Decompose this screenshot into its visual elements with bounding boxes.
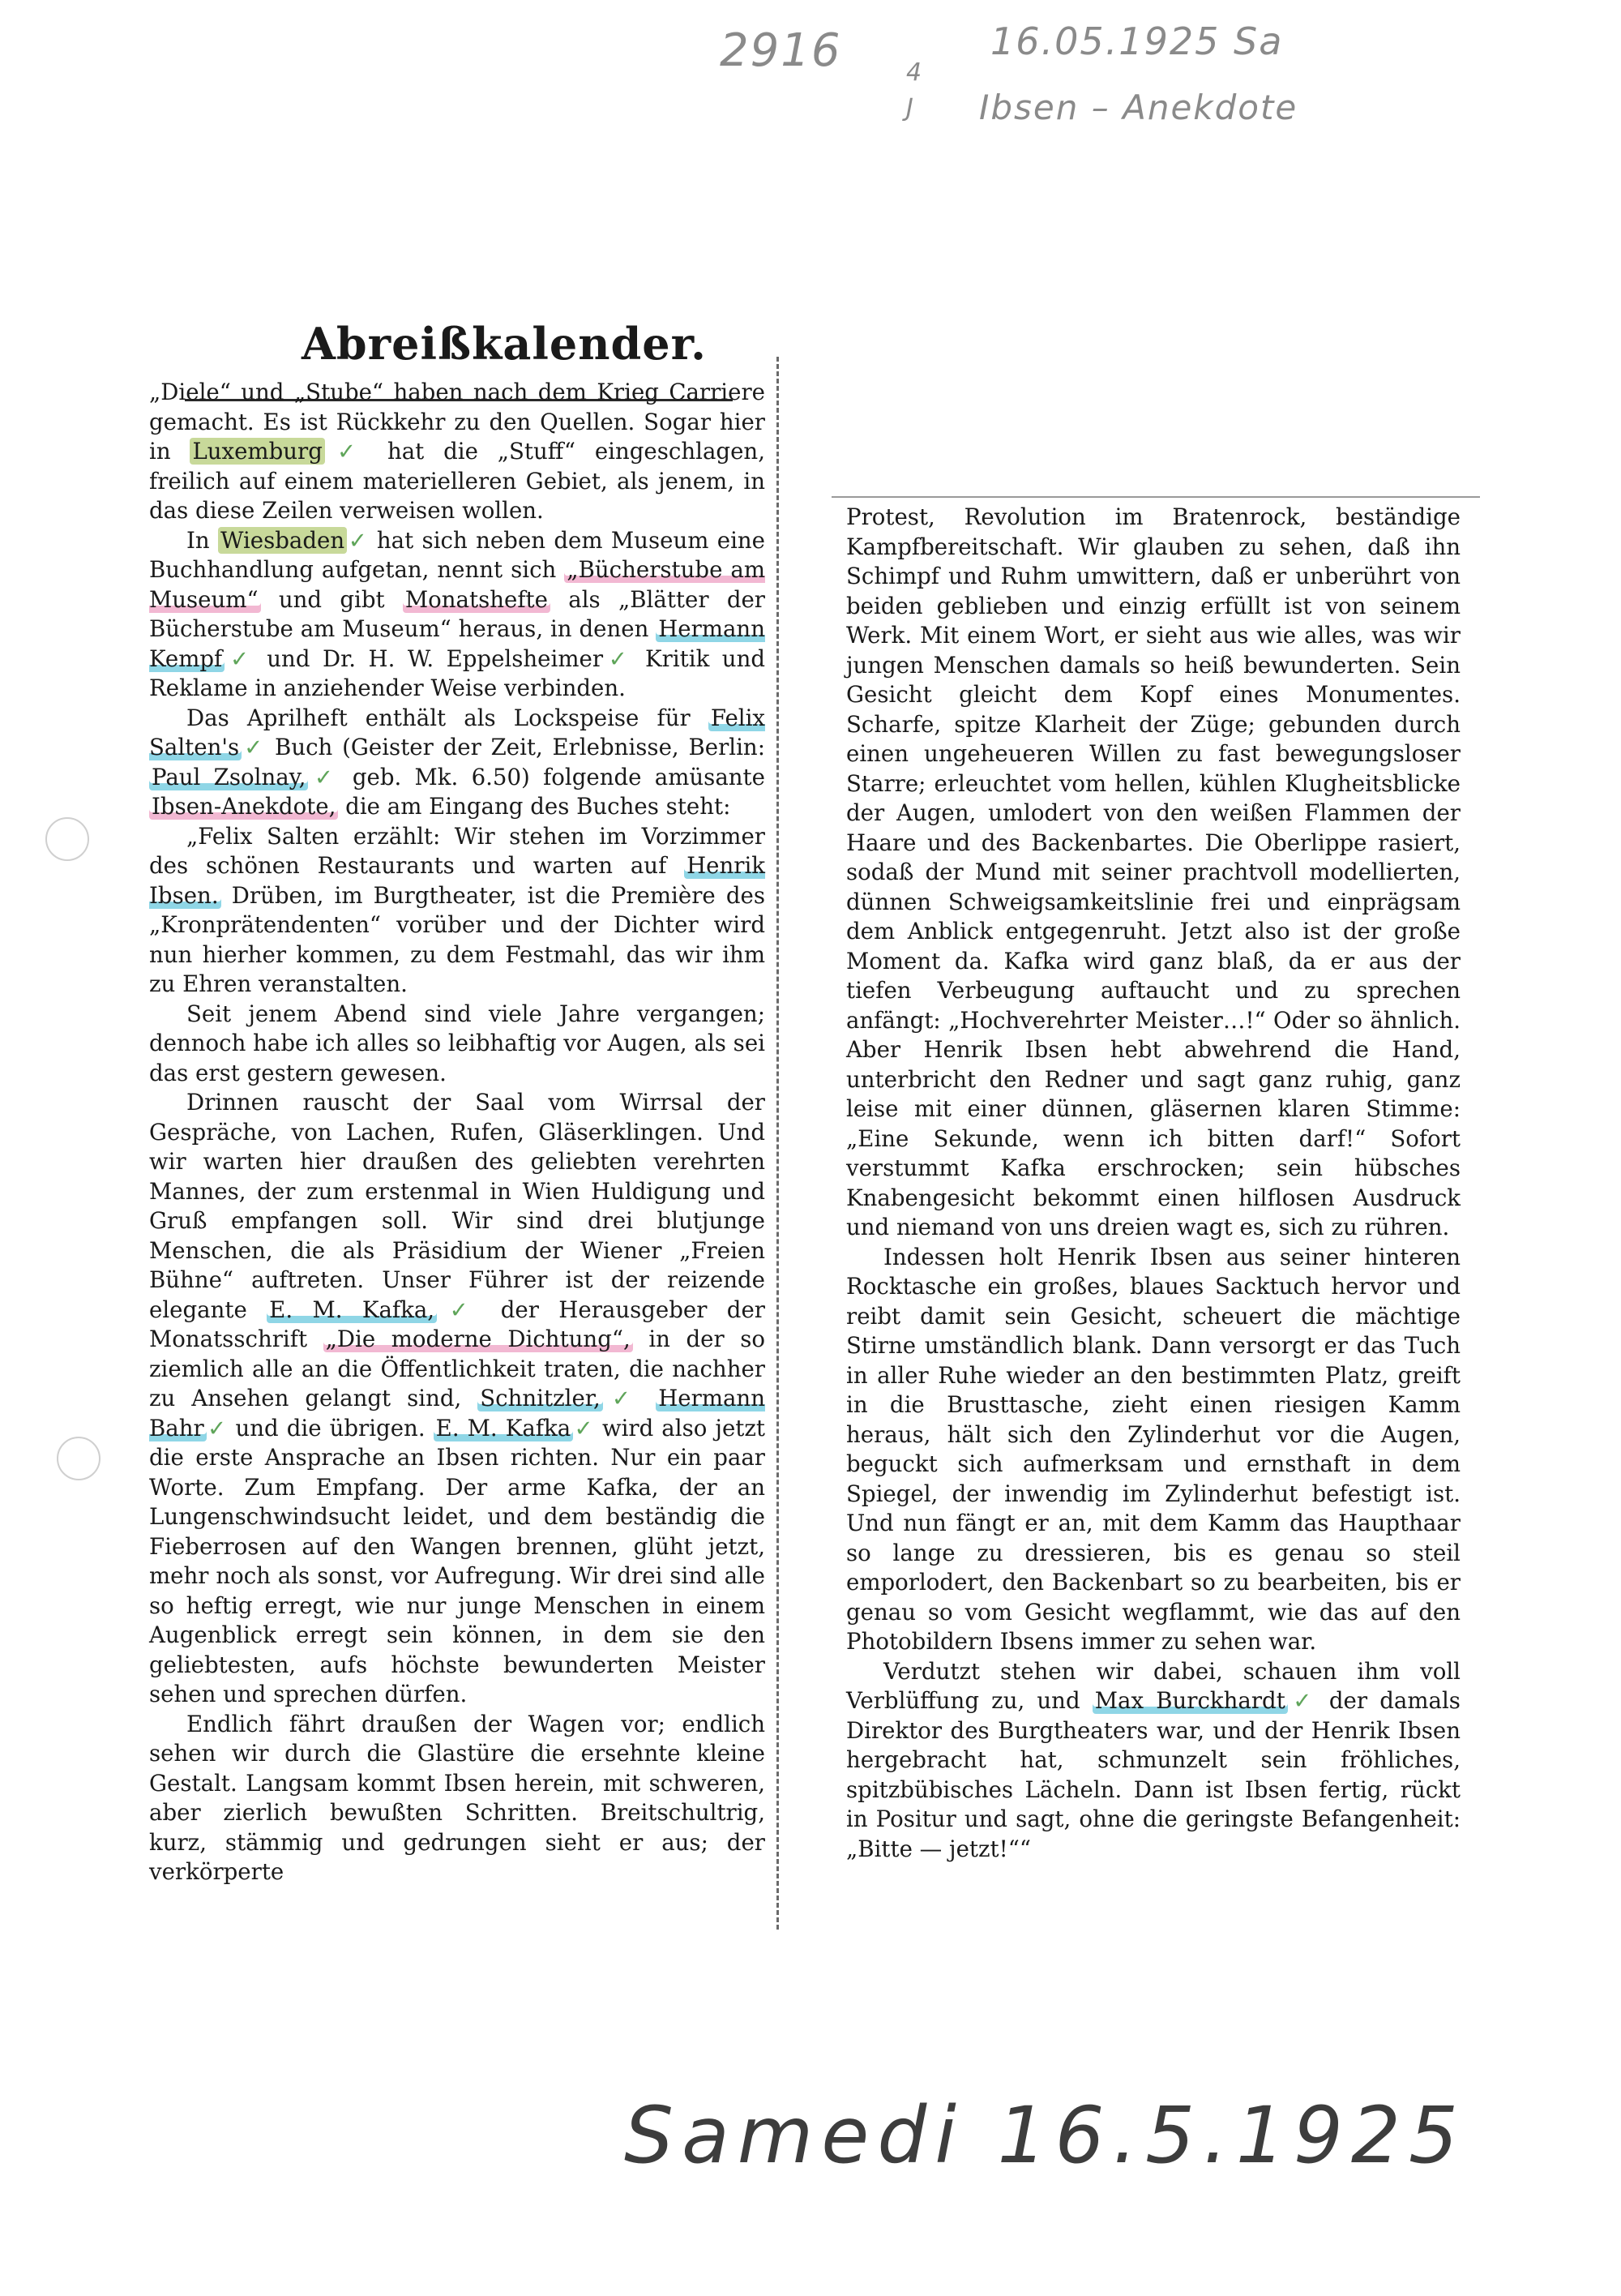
highlight-wiesbaden: Wiesbaden: [218, 527, 347, 554]
highlight-hermann-bahr: Hermann Bahr: [149, 1385, 765, 1441]
punch-hole-bottom: [57, 1437, 101, 1480]
handwritten-date-top: 16.05.1925 Sa: [990, 19, 1284, 63]
check-mark: ✓: [242, 734, 266, 760]
handwritten-fraction-bottom: J: [906, 94, 915, 122]
check-mark: ✓: [573, 1414, 594, 1441]
archive-number: 2916: [720, 24, 842, 77]
handwritten-fraction-top: 4: [906, 58, 924, 87]
highlight-hermann-kempf: Hermann Kempf: [149, 615, 765, 672]
highlight-moderne-dichtung: „Die moderne Dichtung“,: [323, 1326, 633, 1352]
paragraph: „Diele“ und „Stube“ haben nach dem Krieg Carriere gemacht. Es ist Rückkehr zu den Quellen. Sogar hier in Luxemburg ✓ hat die „Stuff“ eingeschlagen, freilich auf einem materielleren Gebiet, als jenem, in das diese Zeilen verweisen wollen.: [149, 379, 765, 524]
paragraph: Seit jenem Abend sind viele Jahre vergangen; dennoch habe ich alles so leibhaftig vor Augen, als sei das erst gestern gewesen.: [149, 1000, 765, 1086]
check-mark: ✓: [324, 438, 369, 465]
highlight-ibsen-anekdote: Ibsen-Anekdote,: [149, 793, 338, 820]
highlight-em-kafka-2: E. M. Kafka: [434, 1415, 574, 1441]
punch-hole-top: [45, 817, 89, 861]
highlight-max-burckhardt: Max Burckhardt: [1093, 1687, 1288, 1714]
article-headline: Abreißkalender.: [302, 318, 707, 370]
paragraph: In Wiesbaden ✓ hat sich neben dem Museum eine Buchhandlung aufgetan, nennt sich „Bücherstube am Museum“ und gibt Monatshefte als „Blätter der Bücherstube am Museum“ heraus, in denen Hermann Kempf ✓ und Dr. H. W. Eppelsheimer✓ Kritik und Reklame in anziehender Weise verbinden.: [149, 526, 766, 701]
paragraph: „Felix Salten erzählt: Wir stehen im Vorzimmer des schönen Restaurants und warten auf Henrik Ibsen. Drüben, im Burgtheater, ist die Première des „Kronprätendenten“ vorüber und der Dichter wird nun hierher kommen, zu dem Festmahl, das wir ihm zu Ehren veranstalten.: [149, 822, 766, 997]
right-column-rule: [832, 496, 1480, 498]
handwritten-subject: Ibsen – Anekdote: [979, 88, 1298, 127]
handwritten-date-bottom: Samedi 16.5.1925: [624, 2090, 1467, 2181]
paragraph: Protest, Revolution im Bratenrock, beständige Kampfbereitschaft. Wir glauben zu sehen, daß ihn Schimpf und Ruhm umwittern, daß er unberührt von beiden geblieben und einzig erfüllt ist von seinem Werk. Mit einem Wort, er sieht aus wie alles, was wir jungen Menschen damals so heiß bewunderten. Sein Gesicht gleicht dem Kopf eines Monumentes. Scharfe, spitze Klarheit der Züge; gebunden durch einen ungeheueren Willen zu fast bewegungsloser Starre; erleuchtet vom hellen, kühlen Klugheitsblicke der Augen, umlodert von den weißen Flammen der Haare und des Backenbartes. Die Oberlippe rasiert, sodaß der Mund mit seiner prachtvoll modellierten, dünnen Schweigsamkeitslinie frei und einprägsam dem Anblick entgegenruht. Jetzt also ist der große Moment da. Kafka wird ganz blaß, da er aus der tiefen Verbeugung auftaucht und zu sprechen anfängt: „Hochverehrter Meister…!“ Oder so ähnlich. Aber Henrik Ibsen hebt abwehrend die Hand, unterbricht den Redner und sagt ganz ruhig, ganz leise mit einer dünnen, gläsernen klaren Stimme: „Eine Sekunde, wenn ich bitten darf!“ Sofort verstummt Kafka erschrocken; sein hübsches Knabengesicht bekommt einen hilflosen Ausdruck und niemand von uns dreien wagt es, sich zu rühren.: [846, 503, 1461, 1240]
check-mark: ✓: [308, 763, 340, 790]
check-mark: ✓: [225, 645, 254, 672]
check-mark: ✓: [206, 1414, 228, 1441]
highlight-paul-zsolnay: Paul Zsolnay,: [149, 764, 308, 790]
highlight-em-kafka: E. M. Kafka,: [267, 1296, 437, 1323]
check-mark: ✓: [437, 1296, 481, 1323]
highlight-henrik-ibsen: Henrik Ibsen.: [149, 852, 765, 909]
check-mark: ✓: [347, 526, 369, 554]
check-mark: ✓: [602, 1385, 640, 1411]
column-divider: [776, 357, 781, 1930]
article-column-right: [846, 503, 1461, 1864]
highlight-buecherstube: „Bücherstube am Museum“: [149, 556, 765, 613]
article-column-left: [149, 378, 765, 1887]
check-mark: ✓: [1287, 1687, 1317, 1714]
highlight-luxemburg: Luxemburg: [190, 438, 324, 465]
check-mark: ✓: [603, 645, 633, 672]
highlight-monatshefte: Monatshefte: [403, 586, 550, 613]
paragraph: Das Aprilheft enthält als Lockspeise für Felix Salten's ✓ Buch (Geister der Zeit, Erlebnisse, Berlin: Paul Zsolnay, ✓ geb. Mk. 6.50) folgende amüsante Ibsen-Anekdote, die am Eingang des Buches steht:: [149, 704, 765, 820]
paragraph: Drinnen rauscht der Saal vom Wirrsal der Gespräche, von Lachen, Rufen, Gläserklingen. Und wir warten hier draußen des geliebten verehrten Mannes, der zum erstenmal in Wien Huldigung und Gruß empfangen soll. Wir sind drei blutjunge Menschen, die als Präsidium der Wiener „Freien Bühne“ auftreten. Unser Führer ist der reizende elegante E. M. Kafka, ✓ der Herausgeber der Monatsschrift „Die moderne Dichtung“, in der so ziemlich alle an die Öffentlichkeit traten, die nachher zu Ansehen gelangt sind, Schnitzler, ✓ Hermann Bahr ✓ und die übrigen. E. M. Kafka ✓ wird also jetzt die erste Ansprache an Ibsen richten. Nur ein paar Worte. Zum Empfang. Der arme Kafka, der an Lungenschwindsucht leidet, und dem beständig die Fieberrosen auf den Wangen brennen, glüht jetzt, mehr noch als sonst, vor Aufregung. Wir drei sind alle so heftig erregt, wie nur junge Menschen in einem Augenblick erregt sein können, in dem sie den geliebtesten, aufs höchste bewunderten Meister sehen und sprechen dürfen.: [149, 1089, 766, 1707]
paragraph: Endlich fährt draußen der Wagen vor; endlich sehen wir durch die Glastüre die ersehnte kleine Gestalt. Langsam kommt Ibsen herein, mit schweren, aber zierlich bewußten Schritten. Breitschultrig, kurz, stämmig und gedrungen sieht er aus; der verkörperte: [149, 1710, 765, 1885]
paragraph: Verdutzt stehen wir dabei, schauen ihm voll Verblüffung zu, und Max Burckhardt ✓ der damals Direktor des Burgtheaters war, und der Henrik Ibsen hergebracht hat, schmunzelt sein fröhliches, spitzbübisches Lächeln. Dann ist Ibsen fertig, rückt in Positur und sagt, ohne die geringste Befangenheit: „Bitte — jetzt!““: [846, 1657, 1461, 1862]
highlight-schnitzler: Schnitzler,: [477, 1385, 602, 1411]
highlight-felix-salten: Felix Salten's: [149, 704, 765, 760]
paragraph: Indessen holt Henrik Ibsen aus seiner hinteren Rocktasche ein großes, blaues Sacktuch hervor und reibt damit sein Gesicht, scheuert die mächtige Stirne umständlich blank. Dann versorgt er das Tuch in aller Ruhe wieder an den bestimmten Platz, greift in die Brusttasche, zieht einen riesigen Kamm heraus, hält sich den Zylinderhut vor die Augen, beguckt sich aufmerksam und ernsthaft in dem Spiegel, der inwendig im Zylinderhut befestigt ist. Und nun fängt er an, mit dem Kamm das Haupthaar so lange zu dressieren, bis es genau so steil emporlodert, den Backenbart so zu bearbeiten, bis er genau so vom Gesicht wegflammt, wie das auf den Photobildern Ibsens immer zu sehen war.: [846, 1243, 1461, 1655]
